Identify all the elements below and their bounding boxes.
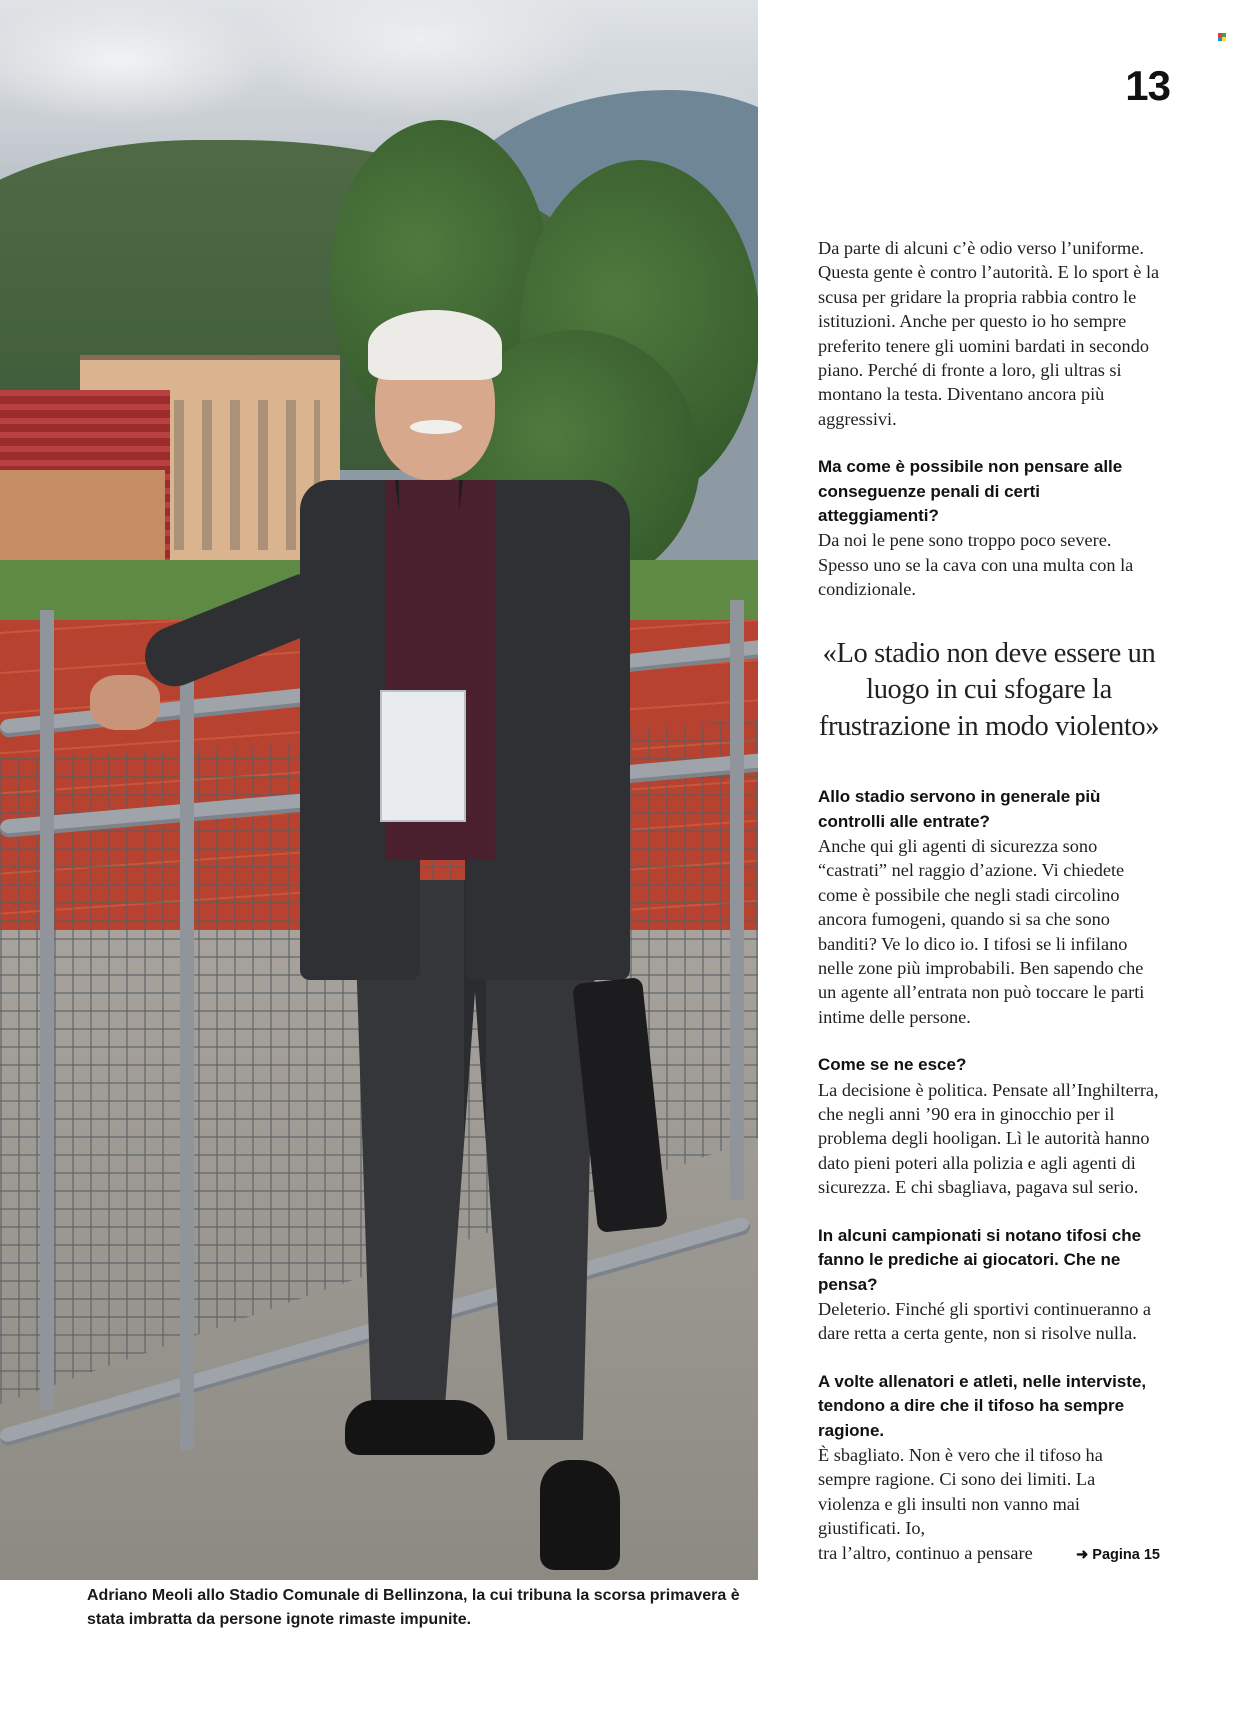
answer-paragraph: Deleterio. Finché gli sportivi continueranno a dare retta a certa gente, non si risolve nulla.	[818, 1298, 1152, 1344]
answer-paragraph: È sbagliato. Non è vero che il tifoso ha sempre ragione. Ci sono dei limiti. La violenza e gli insulti non vanno mai giustificati. Io,	[818, 1444, 1103, 1539]
man-hand	[90, 675, 160, 730]
interview-question: A volte allenatori e atleti, nelle interviste, tendono a dire che il tifoso ha sempre ragione.	[818, 1371, 1147, 1440]
article-column	[818, 236, 1160, 1567]
answer-last-line-text: tra l’altro, continuo a pensare	[818, 1542, 1033, 1563]
pull-quote: «Lo stadio non deve essere un luogo in cui sfogare la frustrazione in modo violento»	[818, 637, 1160, 742]
answer-last-line	[818, 1541, 1160, 1567]
left-shoe	[345, 1400, 495, 1455]
man-hair	[368, 310, 502, 380]
corner-color-mark	[1218, 33, 1226, 41]
id-badge	[380, 690, 466, 822]
man-moustache	[410, 420, 462, 434]
continue-page-link[interactable]: ➜ Pagina 15	[1076, 1546, 1160, 1563]
interview-question: Ma come è possibile non pensare alle conseguenze penali di certi atteggiamenti?	[818, 457, 1123, 526]
interview-question: In alcuni campionati si notano tifosi che fanno le prediche ai giocatori. Che ne pensa?	[818, 1225, 1142, 1294]
answer-paragraph: Da parte di alcuni c’è odio verso l’uniforme. Questa gente è contro l’autorità. E lo sport è la scusa per gridare la propria rabbia contro le istituzioni. Anche per questo io ho sempre preferito tenere gli uomini bardati in secondo piano. Perché di fronte a loro, gli ultras si montano la testa. Diventano ancora più aggressivi.	[818, 238, 1160, 429]
answer-paragraph: Da noi le pene sono troppo poco severe. Spesso uno se la cava con una multa con la condizionale.	[818, 530, 1134, 600]
right-shoe	[540, 1460, 620, 1570]
answer-paragraph: La decisione è politica. Pensate all’Inghilterra, che negli anni ’90 era in ginocchio per il problema degli hooligan. Lì le autorità hanno dato pieni poteri alla polizia e agli agenti di sicurezza. E chi sbagliava, pagava sul serio.	[818, 1079, 1159, 1198]
answer-paragraph: Anche qui gli agenti di sicurezza sono “castrati” nel raggio d’azione. Vi chiedete come è possibile che negli stadi circolino ancora fumogeni, quando si sa che sono banditi? Ve lo dico io. I tifosi se li infilano nelle zone più improbabili. Ben sapendo che un agente all’entrata non può toccare le parti intime delle persone.	[818, 836, 1145, 1027]
corner-swatch	[1222, 37, 1226, 41]
page-number: 13	[1125, 62, 1170, 109]
photo-caption: Adriano Meoli allo Stadio Comunale di Bellinzona, la cui tribuna la scorsa primavera è stata imbratta da persone ignote rimaste impunite.	[87, 1587, 740, 1628]
interview-question: Come se ne esce?	[818, 1055, 967, 1075]
fence-post	[40, 610, 54, 1410]
fence-post	[180, 660, 194, 1450]
interview-question: Allo stadio servono in generale più controlli alle entrate?	[818, 787, 1101, 831]
fence-post	[730, 600, 744, 1200]
